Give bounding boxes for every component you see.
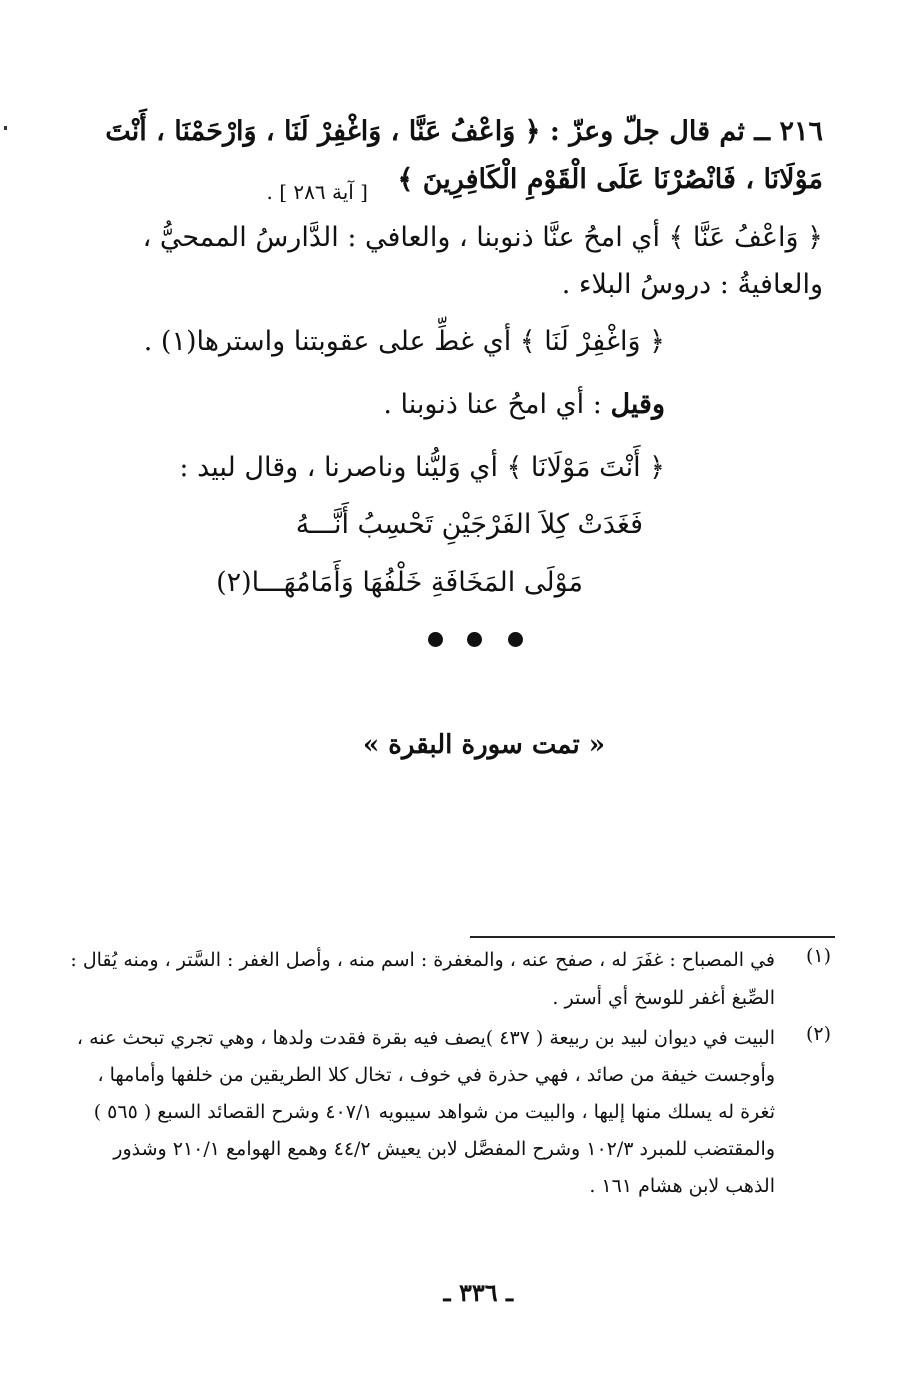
footnote-2-number: (٢) <box>805 1023 831 1045</box>
explanation-line-1: ﴿ وَاعْفُ عَنَّا ﴾ أي امحُ عنَّا ذنوبنا ، والعافي : الدَّارسُ الممحيُّ ، <box>142 222 823 253</box>
footnote-2-line-2: وأوجست خيفة من صائد ، فهي حذرة في خوف ، تخال كلا الطريقين من خلفها وأمامها ، <box>97 1064 775 1086</box>
explanation-line-5: ﴿ أَنْتَ مَوْلَانَا ﴾ أي وَليُّنا وناصرنا ، وقال لبيد : <box>179 452 665 483</box>
verse-216-line-1: ٢١٦ ــ ثم قال جلّ وعزّ : ﴿ وَاعْفُ عَنَّا ، وَاغْفِرْ لَنَا ، وَارْحَمْنَا ، أَنْتَ <box>105 116 823 147</box>
footnote-2-line-5: الذهب لابن هشام ١٦١ . <box>589 1175 775 1197</box>
ayah-reference: [ آية ٢٨٦ ] . <box>266 180 368 204</box>
separator-dot <box>467 632 482 647</box>
scan-edge-mark <box>4 126 7 130</box>
surah-end-heading: « تمت سورة البقرة » <box>362 730 605 760</box>
footnote-separator <box>470 936 835 938</box>
explanation-line-3: ﴿ وَاغْفِرْ لَنَا ﴾ أي غطِّ على عقوبتنا واسترها(١) . <box>143 326 665 357</box>
footnote-2-line-4: والمقتضب للمبرد ١٠٢/٣ وشرح المفصَّل لابن يعيش ٤٤/٢ وهمع الهوامع ٢١٠/١ وشذور <box>113 1138 775 1160</box>
footnote-1-line-1: في المصباح : غفَرَ له ، صفح عنه ، والمغفرة : اسم منه ، وأصل الغفر : السَّتر ، ومنه يُقال : <box>70 949 775 971</box>
separator-dot <box>508 632 523 647</box>
page-number: ـ ٣٣٦ ـ <box>443 1278 513 1307</box>
footnote-1-number: (١) <box>805 945 831 967</box>
verse-216-line-2: مَوْلَانَا ، فَانْصُرْنَا عَلَى الْقَوْمِ الْكَافِرِينَ ﴾ <box>397 164 823 195</box>
qil-text: : أي امحُ عنا ذنوبنا . <box>383 389 602 420</box>
explanation-line-2: والعافيةُ : دروسُ البلاء . <box>561 269 823 300</box>
qil-label: وقيل <box>610 389 665 420</box>
poetry-verse-1: فَغَدَتْ كِلاَ الفَرْجَيْنِ تَحْسِبُ أَنَّـــهُ <box>295 509 643 540</box>
section-separator-dots <box>420 632 530 654</box>
explanation-line-4 <box>383 385 665 425</box>
footnote-1-line-2: الصِّبغ أغفر للوسخ أي أستر . <box>552 987 775 1009</box>
separator-dot <box>428 632 443 647</box>
poetry-verse-2: مَوْلَى المَخَافَةِ خَلْفُهَا وَأَمَامُهَـــا(٢) <box>216 567 583 598</box>
footnote-2-line-3: ثغرة له يسلك منها إليها ، والبيت من شواهد سيبويه ٤٠٧/١ وشرح القصائد السبع ( ٥٦٥ ) <box>93 1101 775 1123</box>
footnote-2-line-1: البيت في ديوان لبيد بن ربيعة ( ٤٣٧ )يصف فيه بقرة فقدت ولدها ، وهي تجري تبحث عنه ، <box>76 1027 775 1049</box>
